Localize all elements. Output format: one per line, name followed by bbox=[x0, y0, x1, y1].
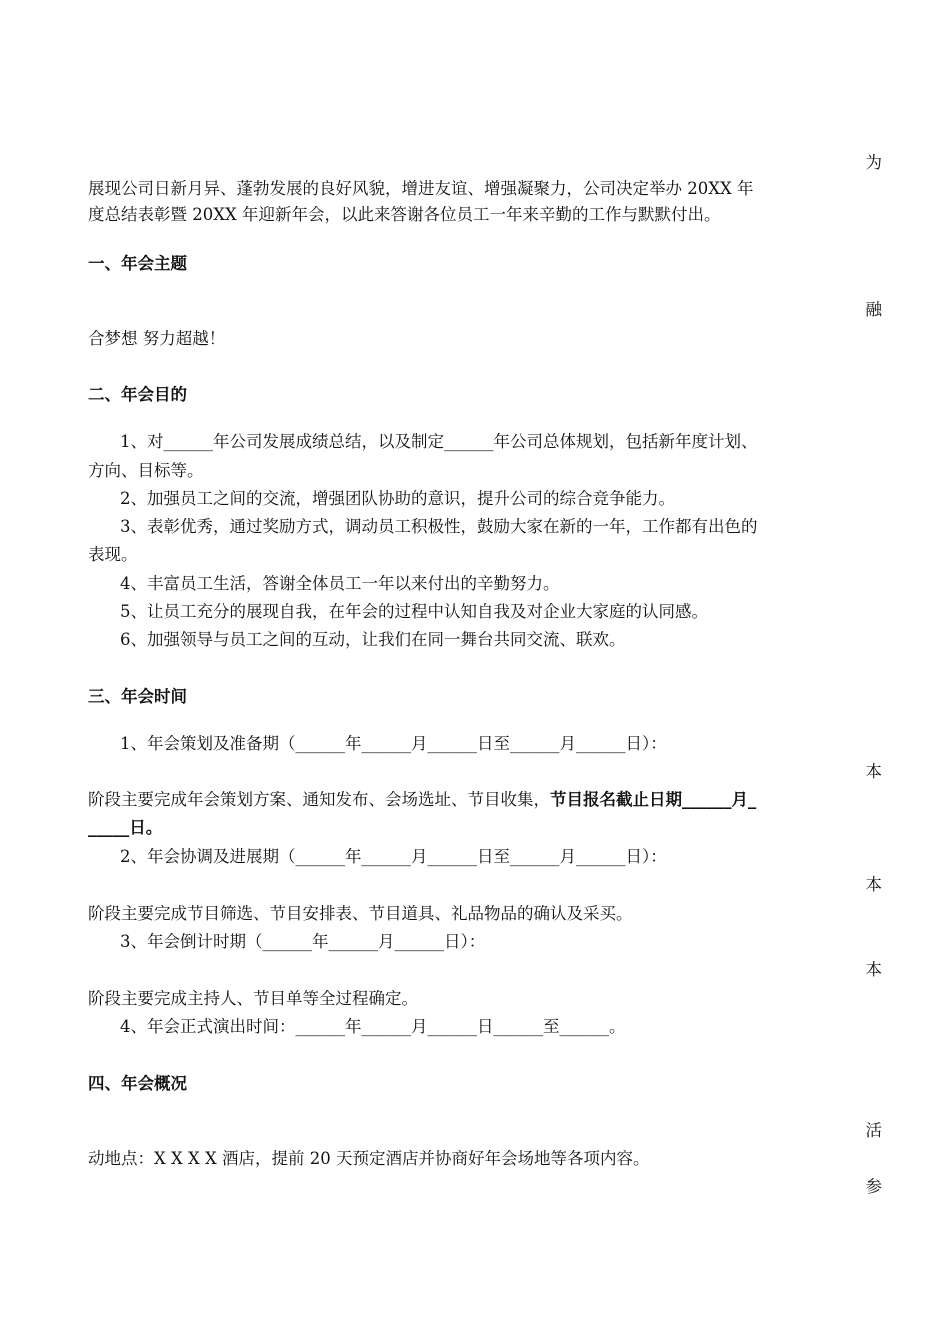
purpose-item-6: 6、加强领导与员工之间的互动，让我们在同一舞台共同交流、联欢。 bbox=[120, 630, 626, 649]
signup-deadline: 节目报名截止日期______月_ bbox=[550, 790, 757, 809]
signup-deadline-day: _____日。 bbox=[88, 818, 163, 837]
phase-4-title: 4、年会正式演出时间：______年______月______日______至______。 bbox=[120, 1017, 626, 1036]
venue-text: 动地点：X X X X 酒店，提前 20 天预定酒店并协商好年会场地等各项内容。 bbox=[88, 1149, 650, 1168]
phase-1-lead-char: 本 bbox=[865, 762, 882, 781]
purpose-item-2: 2、加强员工之间的交流，增强团队协助的意识，提升公司的综合竞争能力。 bbox=[120, 489, 675, 508]
phase-2-desc: 阶段主要完成节目筛选、节目安排表、节目道具、礼品物品的确认及采买。 bbox=[88, 904, 633, 923]
phase-1-title: 1、年会策划及准备期（______年______月______日至______月______日）： bbox=[120, 734, 667, 753]
phase-3-desc: 阶段主要完成主持人、节目单等全过程确定。 bbox=[88, 989, 418, 1008]
purpose-item-4: 4、丰富员工生活，答谢全体员工一年以来付出的辛勤努力。 bbox=[120, 574, 560, 593]
section-heading-time: 三、年会时间 bbox=[88, 687, 187, 706]
theme-lead-char: 融 bbox=[865, 300, 882, 319]
phase-3-lead-char: 本 bbox=[865, 960, 882, 979]
phase-3-title: 3、年会倒计时期（______年______月______日）： bbox=[120, 932, 486, 951]
intro-line-2: 度总结表彰暨 20XX 年迎新年会，以此来答谢各位员工一年来辛勤的工作与默默付出。 bbox=[88, 205, 721, 224]
section-heading-theme: 一、年会主题 bbox=[88, 254, 187, 273]
section-heading-purpose: 二、年会目的 bbox=[88, 385, 187, 404]
purpose-item-1-cont: 方向、目标等。 bbox=[88, 461, 204, 480]
purpose-item-1: 1、对______年公司发展成绩总结，以及制定______年公司总体规划，包括新年度计划、 bbox=[120, 432, 758, 451]
phase-1-desc-text: 阶段主要完成年会策划方案、通知发布、会场选址、节目收集， bbox=[88, 790, 550, 809]
purpose-item-3: 3、表彰优秀，通过奖励方式，调动员工积极性，鼓励大家在新的一年，工作都有出色的 bbox=[120, 517, 758, 536]
intro-line-1: 展现公司日新月异、蓬勃发展的良好风貌，增进友谊、增强凝聚力，公司决定举办 20XX 年 bbox=[88, 179, 754, 198]
phase-1-desc bbox=[88, 790, 756, 810]
intro-lead-char: 为 bbox=[865, 153, 882, 172]
overview-next-lead-char: 参 bbox=[865, 1177, 882, 1196]
theme-text: 合梦想 努力超越！ bbox=[88, 329, 226, 348]
overview-lead-char: 活 bbox=[865, 1121, 882, 1140]
section-heading-overview: 四、年会概况 bbox=[88, 1074, 187, 1093]
purpose-item-5: 5、让员工充分的展现自我，在年会的过程中认知自我及对企业大家庭的认同感。 bbox=[120, 602, 708, 621]
phase-2-lead-char: 本 bbox=[865, 875, 882, 894]
purpose-item-3-cont: 表现。 bbox=[88, 545, 138, 564]
phase-2-title: 2、年会协调及进展期（______年______月______日至______月______日）： bbox=[120, 847, 667, 866]
